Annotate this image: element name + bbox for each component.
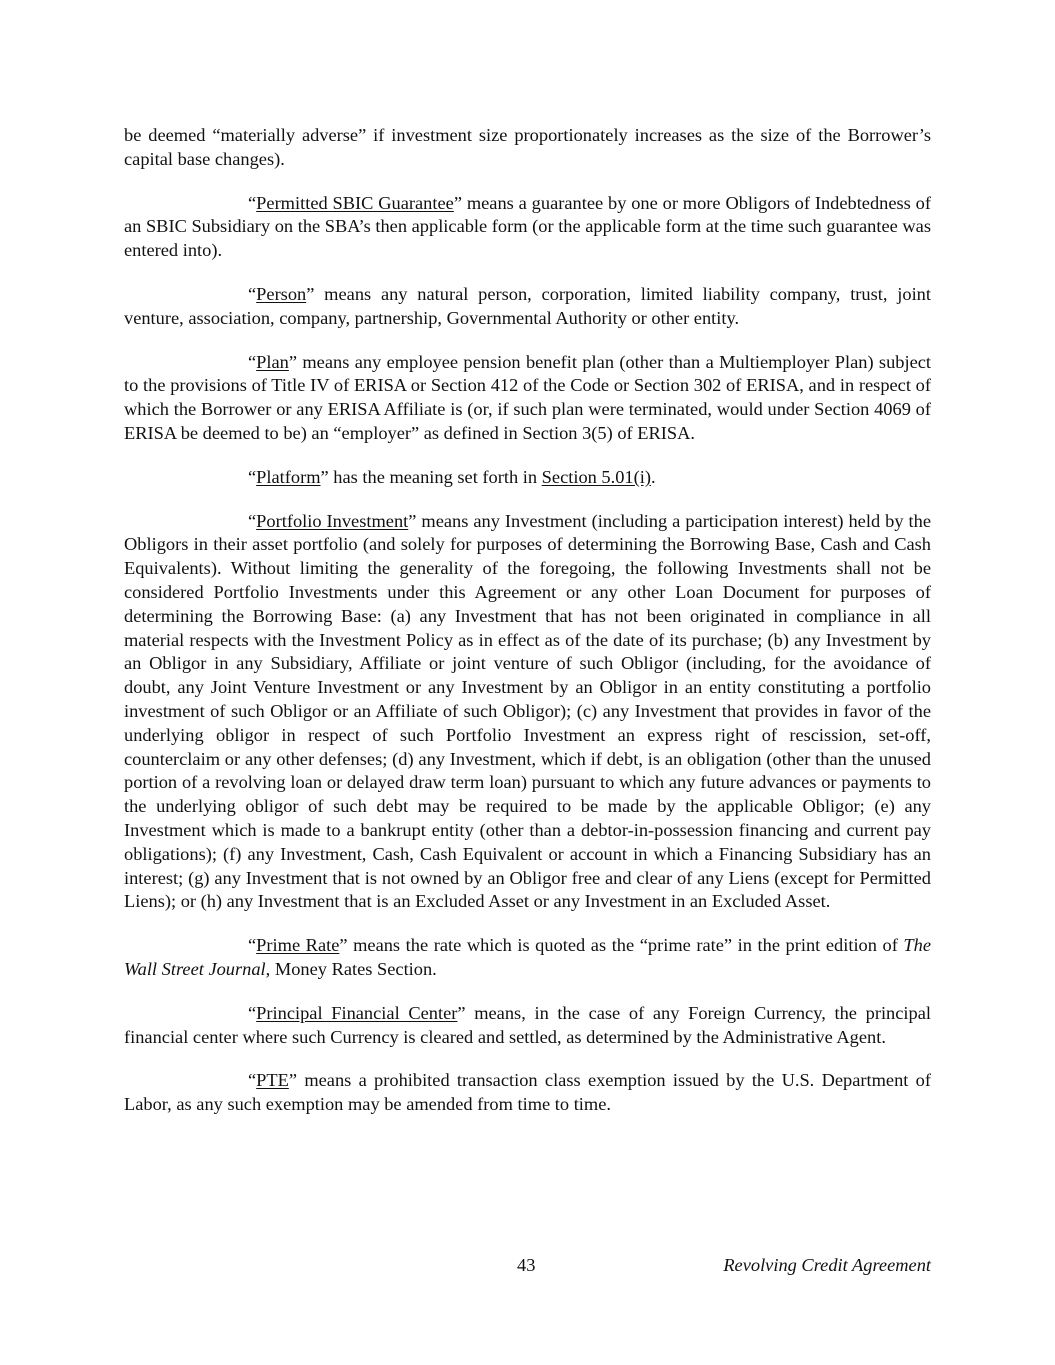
defined-term: Principal Financial Center	[256, 1002, 458, 1023]
definition-pte: “PTE” means a prohibited transaction class exemption issued by the U.S. Department of Labor, as any such exemption may be amended from time to time.	[124, 1070, 931, 1115]
defined-term: Prime Rate	[256, 935, 340, 956]
section-reference: Section 5.01(i)	[541, 466, 651, 487]
intro-paragraph: be deemed “materially adverse” if investment size proportionately increases as the size of the Borrower’s capital base changes).	[124, 125, 931, 169]
defined-term: Portfolio Investment	[256, 510, 409, 531]
defined-term: Plan	[256, 351, 289, 372]
page-number: 43	[517, 1255, 536, 1275]
page-footer	[124, 1255, 931, 1281]
definition-principal-financial-center: “Principal Financial Center” means, in the case of any Foreign Currency, the principal financial center where such Currency is cleared and settled, as determined by the Administrative Agent.	[124, 1002, 931, 1047]
definition-prime-rate: “Prime Rate” means the rate which is quoted as the “prime rate” in the print edition of The Wall Street Journal, Money Rates Section.	[124, 935, 931, 979]
definition-portfolio-investment: “Portfolio Investment” means any Investment (including a participation interest) held by the Obligors in their asset portfolio (and solely for purposes of determining the Borrowing Base, Cash and Cash Equivalents). Without limiting the generality of the foregoing, the following Investments shall not be considered Portfolio Investments under this Agreement or any other Loan Document for purposes of determining the Borrowing Base: (a) any Investment that has not been originated in compliance in all material respects with the Investment Policy as in effect as of the date of its purchase; (b) any Investment by an Obligor in any Subsidiary, Affiliate or joint venture of such Obligor (including, for the avoidance of doubt, any Joint Venture Investment or any Investment by an Obligor in an entity constituting a portfolio investment of such Obligor or an Affiliate of such Obligor); (c) any Investment that provides in favor of the underlying obligor in respect of such Portfolio Investment an express right of rescission, set-off, counterclaim or any other defenses; (d) any Investment, which if debt, is an obligation (other than the unused portion of a revolving loan or delayed draw term loan) pursuant to which any future advances or payments to the underlying obligor of such debt may be required to be made by the applicable Obligor; (e) any Investment which is made to a bankrupt entity (other than a debtor-in-possession financing and current pay obligations); (f) any Investment, Cash, Cash Equivalent or account in which a Financing Subsidiary has an interest; (g) any Investment that is not owned by an Obligor free and clear of any Liens (except for Permitted Liens); or (h) any Investment that is an Excluded Asset or any Investment in an Excluded Asset.	[124, 510, 931, 912]
defined-term: PTE	[256, 1070, 289, 1091]
publication-title: The Wall Street Journal	[124, 935, 931, 979]
defined-term: Permitted SBIC Guarantee	[256, 192, 454, 213]
definition-permitted-sbic-guarantee: “Permitted SBIC Guarantee” means a guarantee by one or more Obligors of Indebtedness of an SBIC Subsidiary on the SBA’s then applicable form (or the applicable form at the time such guarantee was entered into).	[124, 192, 931, 261]
defined-term: Platform	[256, 466, 321, 487]
document-title: Revolving Credit Agreement	[723, 1255, 931, 1275]
definition-person: “Person” means any natural person, corporation, limited liability company, trust, joint venture, association, company, partnership, Governmental Authority or other entity.	[124, 283, 931, 328]
definition-platform: “Platform” has the meaning set forth in Section 5.01(i).	[248, 466, 656, 487]
document-page	[124, 124, 931, 1137]
definition-plan: “Plan” means any employee pension benefit plan (other than a Multiemployer Plan) subject to the provisions of Title IV of ERISA or Section 412 of the Code or Section 302 of ERISA, and in respect of which the Borrower or any ERISA Affiliate is (or, if such plan were terminated, would under Section 4069 of ERISA be deemed to be) an “employer” as defined in Section 3(5) of ERISA.	[124, 351, 931, 443]
defined-term: Person	[256, 283, 307, 304]
